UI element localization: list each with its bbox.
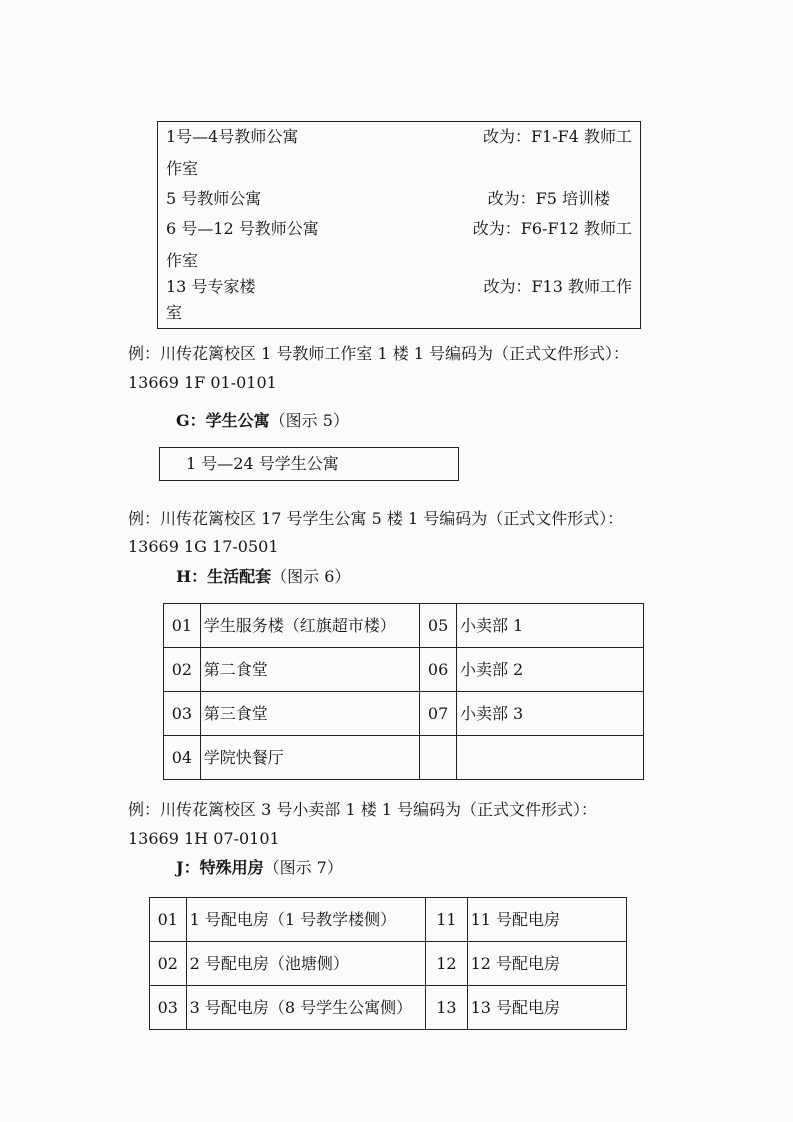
f-row-4 (158, 276, 640, 298)
f-row-3-change: 改为：F6-F12 教师工 (472, 219, 632, 238)
h-num: 06 (420, 648, 457, 692)
example-f-line1: 例：川传花篱校区 1 号教师工作室 1 楼 1 号编码为（正式文件形式）： (128, 344, 630, 363)
j-label: 1 号配电房（1 号教学楼侧） (186, 898, 426, 942)
section-g-box (159, 447, 459, 481)
section-j-heading (176, 857, 343, 879)
h-label: 学生服务楼（红旗超市楼） (200, 604, 419, 648)
f-row-4-wrap: 室 (166, 303, 183, 322)
h-label: 第二食堂 (200, 648, 419, 692)
h-label: 第三食堂 (200, 692, 419, 736)
section-h-note: （图示 6） (271, 567, 351, 586)
f-row-1-change: 改为：F1-F4 教师工 (482, 127, 632, 146)
example-f-line2: 13669 1F 01-0101 (128, 373, 277, 392)
h-num: 02 (164, 648, 201, 692)
f-row-3-name: 6 号—12 号教师公寓 (166, 219, 319, 238)
j-label: 12 号配电房 (467, 942, 626, 986)
table-row (164, 692, 644, 736)
j-label: 2 号配电房（池塘侧） (186, 942, 426, 986)
h-label: 小卖部 3 (456, 692, 643, 736)
h-label: 小卖部 2 (456, 648, 643, 692)
f-row-3-wrap: 作室 (166, 251, 199, 270)
example-h-line2: 13669 1H 07-0101 (128, 829, 280, 848)
table-row (164, 648, 644, 692)
j-num: 02 (150, 942, 187, 986)
section-g-title: G：学生公寓 (176, 411, 270, 430)
h-label: 学院快餐厅 (200, 736, 419, 780)
h-num: 03 (164, 692, 201, 736)
f-row-1-wrap: 作室 (166, 159, 199, 178)
j-num: 12 (426, 942, 467, 986)
table-row (150, 898, 627, 942)
section-g-box-text: 1 号—24 号学生公寓 (186, 454, 339, 473)
section-j-table (149, 897, 627, 1030)
f-row-2-name: 5 号教师公寓 (166, 189, 262, 208)
j-num: 01 (150, 898, 187, 942)
section-h-table (163, 603, 644, 780)
j-num: 03 (150, 986, 187, 1030)
table-row (150, 942, 627, 986)
f-row-2-change: 改为：F5 培训楼 (487, 189, 610, 208)
section-j-title: J：特殊用房 (176, 858, 264, 877)
j-num: 13 (426, 986, 467, 1030)
h-num: 05 (420, 604, 457, 648)
table-row (164, 736, 644, 780)
h-num: 04 (164, 736, 201, 780)
example-g-line2: 13669 1G 17-0501 (128, 537, 279, 556)
section-g-heading (176, 410, 349, 432)
f-row-3 (158, 218, 640, 240)
h-label (456, 736, 643, 780)
h-num: 01 (164, 604, 201, 648)
example-g-line1: 例：川传花篱校区 17 号学生公寓 5 楼 1 号编码为（正式文件形式）： (128, 509, 624, 528)
j-label: 3 号配电房（8 号学生公寓侧） (186, 986, 426, 1030)
f-row-4-name: 13 号专家楼 (166, 277, 256, 296)
section-h-heading (176, 566, 350, 588)
j-label: 13 号配电房 (467, 986, 626, 1030)
example-h-line1: 例：川传花篱校区 3 号小卖部 1 楼 1 号编码为（正式文件形式）： (128, 800, 598, 819)
section-h-title: H：生活配套 (176, 567, 272, 586)
j-label: 11 号配电房 (467, 898, 626, 942)
table-row (164, 604, 644, 648)
section-j-note: （图示 7） (263, 858, 343, 877)
f-row-4-change: 改为：F13 教师工作 (483, 277, 632, 296)
section-g-note: （图示 5） (269, 411, 349, 430)
section-f-box (157, 121, 641, 329)
h-num: 07 (420, 692, 457, 736)
h-num (420, 736, 457, 780)
f-row-2 (158, 188, 640, 210)
j-num: 11 (426, 898, 467, 942)
f-row-1 (158, 126, 640, 148)
f-row-1-name: 1号—4号教师公寓 (166, 127, 299, 146)
h-label: 小卖部 1 (456, 604, 643, 648)
table-row (150, 986, 627, 1030)
